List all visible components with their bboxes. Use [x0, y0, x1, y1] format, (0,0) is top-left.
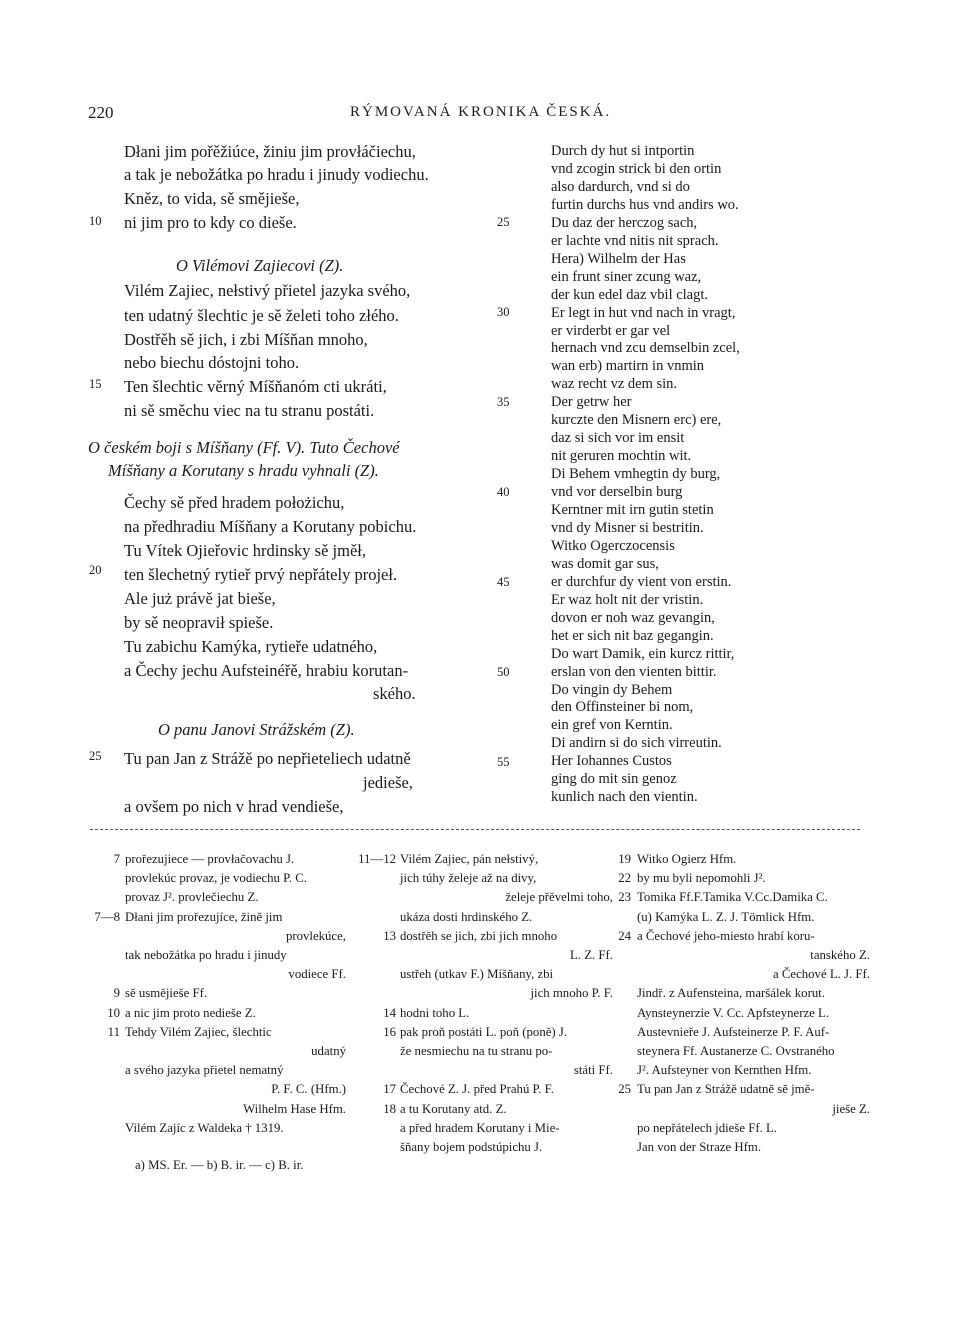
czech-verse-line: by sě neopravił spieše.	[124, 613, 274, 632]
running-title: RÝMOVANÁ KRONIKA ČESKÁ.	[350, 104, 612, 120]
note-text: (u) Kamýka L. Z. J. Tömlick Hfm.	[637, 909, 815, 924]
note-text: že nesmiechu na tu stranu po-	[400, 1044, 553, 1058]
note-text: Vilém Zajiec, pán nełstivý,	[400, 852, 539, 866]
german-verse-line: Der getrw her	[551, 394, 632, 411]
note-line-ref: 24	[618, 928, 631, 943]
german-verse-line: was domit gar sus,	[551, 555, 659, 572]
note-line-ref: 14	[383, 1005, 396, 1020]
note-line-ref: 25	[618, 1082, 631, 1097]
line-number: 20	[89, 563, 102, 577]
note-text: J². Aufsteyner von Kernthen Hfm.	[637, 1063, 812, 1078]
note-text: provlekúc provaz, je vodiechu P. C.	[125, 871, 307, 886]
note-line-ref: 7—8	[94, 909, 120, 924]
czech-verse-line: ni jim pro to kdy co dieše.	[124, 213, 297, 232]
note-line-ref: 9	[113, 986, 120, 1001]
note-line-ref: 7	[113, 852, 120, 866]
note-text: státi Ff.	[573, 1063, 613, 1078]
german-verse-line: er durchfur dy vient von erstin.	[551, 573, 732, 590]
note-text: P. F. C. (Hfm.)	[271, 1082, 346, 1097]
note-line-ref: 11—12	[358, 852, 396, 866]
line-number: 30	[497, 305, 510, 319]
note-line-ref: 11	[107, 1024, 120, 1039]
german-verse-line: nit geruren mochtin wit.	[551, 448, 692, 465]
footnote-divider	[90, 829, 860, 830]
czech-verse-line: Tu pan Jan z Strážě po nepřieteliech udatně	[124, 749, 411, 768]
note-text: Čechové Z. J. před Prahú P. F.	[400, 1082, 554, 1097]
note-text: L. Z. Ff.	[569, 948, 613, 962]
german-verse-line: kunlich nach den vientin.	[551, 789, 698, 806]
czech-verse-line: Dłani jim pořěžiúce, žiniu jim provłáčiechu,	[124, 142, 416, 161]
german-verse-line: Er legt in hut vnd nach in vragt,	[551, 304, 736, 321]
line-number: 50	[497, 665, 510, 679]
note-line-ref: 17	[383, 1082, 396, 1097]
note-text: dostřěh se jich, zbi jich mnoho	[400, 928, 558, 943]
note-text: Jindř. z Aufensteina, maršálek korut.	[637, 986, 825, 1001]
note-text: a svého jazyka přietel nematný	[125, 1063, 284, 1078]
note-text: Aynsteynerzie V. Cc. Apfsteynerze L.	[637, 1005, 830, 1020]
note-text: a Čechové L. J. Ff.	[772, 967, 870, 982]
note-text: ustřeh (utkav F.) Míšňany, zbi	[400, 967, 554, 982]
note-text: a Čechové jeho-miesto hrabí koru-	[637, 928, 815, 943]
czech-verse-line: Dostřěh sě jich, i zbi Míšňan mnoho,	[124, 330, 368, 349]
note-line-ref: 18	[383, 1101, 396, 1116]
german-verse-line: Du daz der herczog sach,	[551, 214, 698, 231]
german-verse-line: der kun edel daz vbil clagt.	[551, 286, 709, 303]
note-text: jich mnoho P. F.	[530, 986, 613, 1001]
sigla-note: a) MS. Er. — b) B. ir. — c) B. ir.	[135, 1158, 304, 1172]
czech-verse-line: ten udatný šlechtic je sě želeti toho złého.	[124, 306, 399, 325]
note-line-ref: 13	[383, 928, 396, 943]
czech-verse-line: jedieše,	[363, 773, 413, 792]
czech-verse-line: a ovšem po nich v hrad vendieše,	[124, 797, 344, 816]
czech-verse-line: ten šlechetný rytieř prvý nepřátely projeł.	[124, 565, 398, 584]
czech-verse-line: nebo biechu dóstojni toho.	[124, 353, 300, 372]
czech-verse-line: O Vilémovi Zajiecovi (Z).	[176, 256, 344, 275]
note-text: Vilém Zajíc z Waldeka † 1319.	[125, 1120, 284, 1135]
note-text: tanského Z.	[810, 948, 870, 962]
german-verse-line: Hera) Wilhelm der Has	[551, 250, 686, 267]
line-number: 40	[497, 485, 510, 499]
note-text: udatný	[311, 1044, 346, 1058]
german-verse-line: Witko Ogerczocensis	[551, 537, 675, 554]
note-text: hodni toho L.	[400, 1005, 470, 1020]
german-verse-line: het er sich nit baz gegangin.	[551, 627, 714, 644]
note-text: Tehdy Vilém Zajiec, šlechtic	[125, 1024, 272, 1039]
line-number: 55	[497, 755, 510, 769]
note-text: jieše Z.	[832, 1101, 870, 1116]
german-verse-line: erslan von den vienten bittir.	[551, 663, 717, 680]
german-verse-line: Er waz holt nit der vristin.	[551, 591, 704, 608]
note-text: Jan von der Straze Hfm.	[637, 1140, 762, 1154]
line-number: 15	[89, 377, 102, 391]
note-text: a před hradem Korutany i Mie-	[400, 1120, 560, 1135]
czech-verse-line: Ale już právě jat bieše,	[124, 589, 276, 608]
note-line-ref: 22	[618, 871, 631, 886]
czech-verse-line: ského.	[373, 684, 416, 703]
line-number: 25	[89, 749, 102, 763]
note-text: Wilhelm Hase Hfm.	[243, 1101, 346, 1116]
german-verse-line: vnd zcogin strick bi den ortin	[551, 160, 722, 177]
german-verse-line: er virderbt er gar vel	[551, 322, 671, 339]
german-verse-line: Di Behem vmhegtin dy burg,	[551, 466, 721, 483]
note-text: by mu byli nepomohli J².	[637, 871, 766, 886]
note-line-ref: 23	[618, 890, 631, 905]
note-text: steynera Ff. Austanerze C. Ovstraného	[637, 1044, 835, 1058]
german-verse-line: den Offinsteiner bi nom,	[551, 699, 694, 716]
german-verse-line: ein frunt siner zcung waz,	[551, 268, 702, 285]
note-text: želeje přěvelmi toho,	[505, 890, 613, 905]
german-verse-line: Do wart Damik, ein kurcz rittir,	[551, 645, 735, 662]
german-verse-line: Kerntner mit irn gutin stetin	[551, 502, 714, 518]
note-line-ref: 16	[383, 1024, 396, 1039]
german-verse-line: ging do mit sin genoz	[551, 771, 677, 788]
line-number: 35	[497, 395, 510, 409]
note-text: po nepřátelech jdieše Ff. L.	[637, 1120, 778, 1135]
czech-verse-line: a Čechy jechu Aufsteinéřě, hrabiu korutan-	[124, 661, 409, 680]
german-verse-line: furtin durchs hus vnd andirs wo.	[551, 196, 739, 213]
czech-verse-line: ni sě směchu viec na tu stranu postáti.	[124, 401, 375, 420]
german-verse-line: hernach vnd zcu demselbin zcel,	[551, 340, 740, 357]
czech-verse-line: Tu Vítek Ojieřovic hrdinsky sě jměł,	[124, 541, 366, 560]
note-text: a tu Korutany atd. Z.	[400, 1101, 507, 1116]
note-text: Tomika Ff.F.Tamika V.Cc.Damika C.	[637, 890, 828, 905]
german-verse-line: vnd vor derselbin burg	[551, 484, 683, 501]
note-text: ukáza dosti hrdinského Z.	[400, 909, 533, 924]
czech-verse-line: Ten šlechtic věrný Míšňanóm cti ukráti,	[124, 377, 387, 396]
german-verse-line: er lachte vnd nitis nit sprach.	[551, 232, 719, 249]
line-number: 10	[89, 214, 102, 228]
german-verse-line: ein gref von Kerntin.	[551, 717, 673, 734]
german-verse-line: also dardurch, vnd si do	[551, 178, 690, 195]
german-verse-line: Her Iohannes Custos	[551, 753, 672, 770]
german-verse-line: kurczte den Misnern erc) ere,	[551, 412, 722, 429]
note-text: provlekúce,	[285, 928, 346, 943]
note-line-ref: 19	[618, 852, 631, 866]
german-verse-line: daz si sich vor im ensit	[551, 430, 685, 447]
note-text: provaz J². provlečiechu Z.	[125, 890, 259, 905]
german-verse-line: wan erb) martirn in vnmin	[551, 358, 705, 375]
czech-verse-line: na předhradiu Míšňany a Korutany pobichu.	[124, 517, 417, 536]
german-verse-line: dovon er noh waz gevangin,	[551, 609, 715, 626]
note-line-ref: 10	[107, 1005, 120, 1020]
czech-verse-line: O panu Janovi Strážském (Z).	[158, 720, 355, 739]
note-text: vodiece Ff.	[288, 967, 346, 982]
german-verse-line: vnd dy Misner si bestritin.	[551, 519, 704, 536]
czech-verse-line: Čechy sě před hradem położichu,	[124, 493, 345, 512]
page-number: 220	[88, 103, 114, 122]
note-text: jich túhy želeje až na divy,	[400, 871, 537, 886]
german-verse-line: waz recht vz dem sin.	[551, 376, 678, 393]
note-text: šňany bojem podstúpichu J.	[400, 1140, 543, 1154]
note-text: sě usmějieše Ff.	[125, 986, 208, 1001]
czech-verse-line: Míšňany a Korutany s hradu vyhnali (Z).	[108, 461, 379, 480]
note-text: prořezujiece — provłačovachu J.	[125, 852, 295, 866]
czech-verse-line: O českém boji s Míšňany (Ff. V). Tuto Čechové	[88, 438, 400, 457]
note-text: Tu pan Jan z Strážě udatně sě jmě-	[637, 1082, 815, 1097]
german-verse-line: Do vingin dy Behem	[551, 681, 673, 698]
line-number: 45	[497, 575, 510, 589]
czech-verse-line: a tak je nebožátka po hradu i jinudy vodiechu.	[124, 165, 429, 184]
note-text: a nic jim proto nedieše Z.	[125, 1005, 256, 1020]
czech-verse-line: Tu zabichu Kamýka, rytieře udatného,	[124, 637, 378, 656]
note-text: tak nebožátka po hradu i jinudy	[125, 948, 287, 962]
german-verse-line: Di andirn si do sich virreutin.	[551, 735, 722, 752]
german-verse-line: Durch dy hut si intportin	[551, 143, 695, 159]
czech-verse-line: Vilém Zajiec, nełstivý přietel jazyka svého,	[124, 281, 411, 300]
note-text: Austevnieře J. Aufsteinerze P. F. Auf-	[637, 1024, 830, 1039]
line-number: 25	[497, 215, 510, 229]
note-text: Dłani jim prořezujíce, žině jim	[125, 909, 283, 924]
czech-verse-line: Kněz, to vida, sě smějieše,	[124, 189, 300, 208]
note-text: pak proň postáti L. poň (poně) J.	[400, 1024, 568, 1039]
note-text: Witko Ogierz Hfm.	[637, 852, 737, 866]
